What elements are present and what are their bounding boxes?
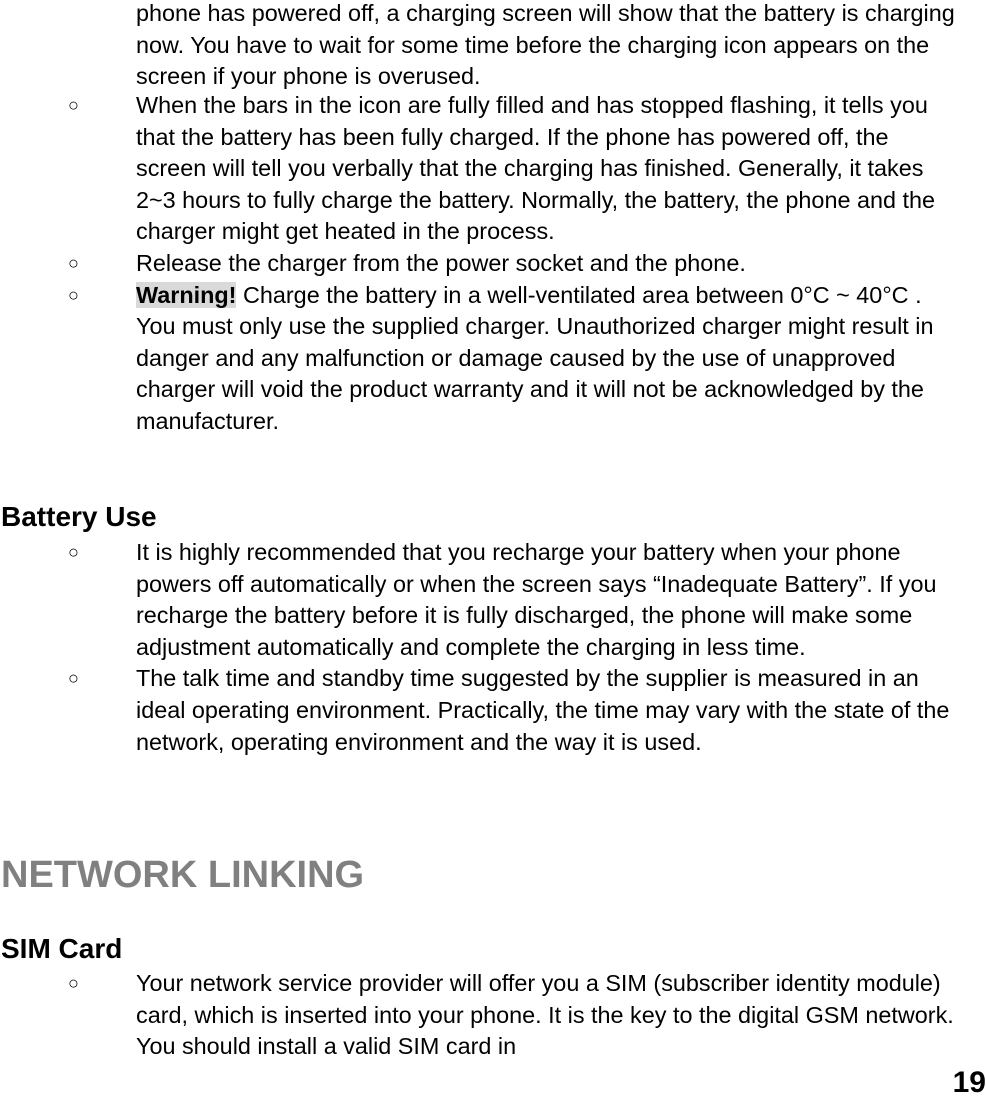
sim-card-list (0, 968, 986, 1063)
list-item-text: The talk time and standby time suggested by the supplier is measured in an ideal operating environment. Practically, the time may vary with the state of the network, operating environment and the way it is used. (136, 665, 950, 755)
sim-card-section (0, 933, 986, 965)
bullet-icon: ○ (68, 973, 79, 993)
list-item (0, 90, 956, 248)
bullet-icon: ○ (68, 284, 79, 305)
network-linking-section (0, 855, 986, 895)
list-item (0, 968, 956, 1063)
list-item-text: When the bars in the icon are fully filled and has stopped flashing, it tells you that the battery has been fully charged. If the phone has powered off, the screen will tell you verbally that the charging has finished. Generally, it takes 2~3 hours to fully charge the battery. Normally, the battery, the phone and the charger might get heated in the process. (136, 92, 936, 245)
bullet-icon: ○ (68, 252, 79, 273)
battery-use-section (0, 501, 986, 533)
bullet-icon: ○ (68, 95, 79, 115)
warning-label: Warning! (136, 281, 237, 308)
list-item (0, 537, 956, 663)
warning-text: Charge the battery in a well-ventilated area between 0°C ~ 40°C . You must only use the supplied charger. Unauthorized charger might result in danger and any malfunction or damage caused by the use of unapproved charger will void the product warranty and it will not be acknowledged by the manufacturer. (136, 281, 934, 434)
bullet-icon: ○ (68, 668, 79, 689)
charging-list (0, 90, 986, 438)
list-item-text: It is highly recommended that you recharge your battery when your phone powers off automatically or when the screen says “Inadequate Battery”. If you recharge the battery before it is fully discharged, the phone will make some adjustment automatically and complete the charging in less time. (136, 539, 937, 660)
warning-item (0, 280, 956, 438)
battery-use-list (0, 537, 986, 758)
list-item-text: Your network service provider will offer you a SIM (subscriber identity module) card, which is inserted into your phone. It is the key to the digital GSM network. You should install a valid SIM card in (136, 970, 954, 1060)
bullet-icon: ○ (68, 542, 79, 562)
page-number: 19 (952, 1066, 986, 1099)
list-item (0, 248, 956, 280)
section-heading: Battery Use (1, 501, 157, 532)
continued-paragraph (0, 0, 986, 93)
section-heading: SIM Card (1, 933, 123, 964)
list-item-text: Release the charger from the power socket and the phone. (136, 249, 746, 276)
list-item (0, 663, 956, 758)
continued-text: phone has powered off, a charging screen will show that the battery is charging now. You have to wait for some time before the charging icon appears on the screen if your phone is overused. (136, 0, 955, 90)
chapter-heading: NETWORK LINKING (1, 854, 365, 896)
